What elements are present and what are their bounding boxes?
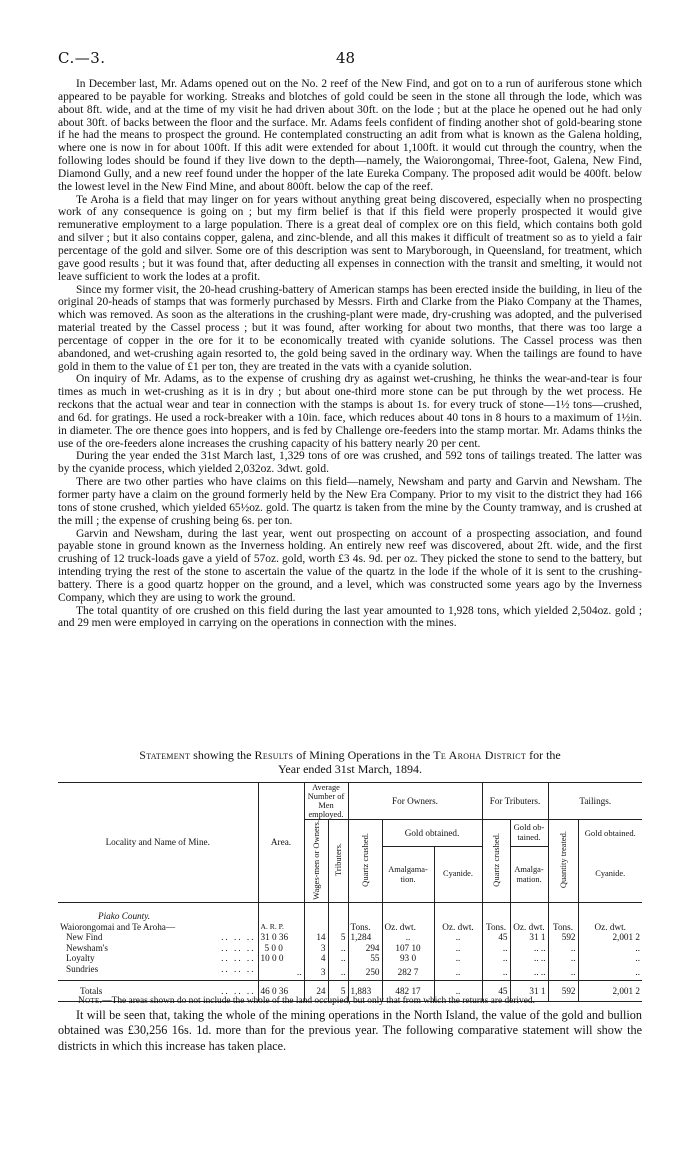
row-wages: 3 — [304, 964, 328, 981]
header-area: Area. — [258, 783, 304, 903]
row-tributers: 5 — [328, 932, 348, 943]
table-group-row — [58, 922, 642, 933]
row-trib-quartz: .. — [482, 953, 510, 964]
row-trib-gold: .. .. — [510, 964, 548, 981]
row-trib-quartz: .. — [482, 943, 510, 954]
row-wages: 3 — [304, 943, 328, 954]
row-tail-qty: .. — [548, 943, 578, 954]
mining-statement-table — [58, 782, 642, 1002]
county-name: Piako County. — [98, 911, 151, 922]
row-cyanide: .. — [434, 964, 482, 981]
row-tail-cyanide: 2,001 2 — [578, 932, 642, 943]
note-text: —The areas shown do not include the whole of the land occupied, but only that from which the returns are derived. — [102, 996, 535, 1006]
statement-title — [58, 749, 642, 776]
row-quartz: 55 — [348, 953, 382, 964]
paragraph-new-find: In December last, Mr. Adams opened out on the No. 2 reef of the New Find, and got on to a run of auriferous stone which appeared to be payable for working. Streaks and blotches of gold could be seen in the stone all through the lode, which was about 8ft. wide, and at the time of my visit he had driven about 30ft. on the lode ; but at the place he opened out he had only about 30ft. of backs between the floor and the surface. Mr. Adams feels confident of finding another shot of gold-bearing stone if he had the means to prospect the ground. He contemplated constructing an adit from what is known as the Galena holding, where one is now in for about 100ft. If this adit were extended for about 1,100ft. it would cut through the country, when the following lodes should be found if they live down to the depth—namely, the Waiorongomai, Three-foot, Galena, New Find, Diamond Gully, and a new reef found under the hopper of the late Eureka Company. The proposed adit would be 400ft. below the lowest level in the New Find Mine, and about 800ft. below the cap of the reef. — [58, 78, 642, 193]
header-trib-quartz: Quartz crushed. — [482, 820, 510, 903]
totals-tributers: 5 — [328, 981, 348, 1002]
row-wages: 4 — [304, 953, 328, 964]
row-name: New Find — [66, 932, 103, 943]
table-row — [58, 932, 642, 943]
header-quartz-crushed: Quartz crushed. — [348, 820, 382, 903]
row-leader: .. .. .. — [221, 963, 256, 974]
totals-trib-gold: 31 1 — [510, 981, 548, 1002]
row-quartz: 294 — [348, 943, 382, 954]
paragraph-te-aroha-field: Te Aroha is a field that may linger on for years without anything great being discovered, especially when no prospecting work of any consequence is going on ; but my firm belief is that if this field were properly prospected it would give remunerative employment to a large population. There is a great deal of complex ore on this field, which contains both gold and silver ; but it also contains copper, galena, and zinc-blende, and all this makes it difficult of treatment so as to yield a fair percentage of the gold and silver. Some ore of this description was sent to Maryborough, in Queensland, for treatment, which gave good results ; but it was found that, after deducting all expenses in connection with the transit and smelting, it would not leave sufficient to work the lodes at a profit. — [58, 193, 642, 283]
header-tail-cyanide: Cyanide. — [578, 847, 642, 903]
totals-tail-cyanide: 2,001 2 — [578, 981, 642, 1002]
document-reference: C.—3. — [58, 49, 106, 67]
row-name: Loyalty — [66, 953, 95, 964]
row-tail-qty: .. — [548, 953, 578, 964]
closing-section — [58, 1008, 642, 1054]
row-area: 31 0 36 — [258, 932, 304, 943]
row-name: Sundries — [66, 963, 99, 974]
totals-amalgamation: 482 17 — [382, 981, 434, 1002]
totals-wages: 24 — [304, 981, 328, 1002]
table-row — [58, 943, 642, 954]
row-cyanide: .. — [434, 932, 482, 943]
row-amalgamation: 282 7 — [382, 964, 434, 981]
totals-label: Totals — [80, 986, 103, 997]
row-area: 10 0 0 — [258, 953, 304, 964]
header-for-owners: For Owners. — [348, 783, 482, 820]
row-quartz: 1,284 — [348, 932, 382, 943]
unit-oz-dwt-cyanide: Oz. dwt. — [434, 922, 482, 933]
table-note — [78, 996, 642, 1006]
report-body — [58, 78, 642, 630]
row-tributers: .. — [328, 943, 348, 954]
paragraph-garvin-newsham: Garvin and Newsham, during the last year, went out prospecting on account of a prospecting association, and found payable stone in ground known as the Inverness holding. An entirely new reef was discovered, about 2ft. wide, and the first crushing of 12 truck-loads gave a yield of 57oz. gold, worth £3 4s. 9d. per oz. They picked the stone to send to the battery, but intending trying the rest of the stone to ascertain the value of the quartz in the lode if the whole of it is sent to the crushing-battery. There is a good quartz hopper on the ground, and a level, which was constructed some years ago by the Inverness Company, which they are using to work the ground. — [58, 527, 642, 604]
header-trib-gold: Gold ob-tained. — [510, 820, 548, 847]
unit-trib-oz: Oz. dwt. — [510, 922, 548, 933]
table-header-row-1 — [58, 783, 642, 820]
header-trib-amalgamation: Amalga-mation. — [510, 847, 548, 903]
row-tail-cyanide: .. — [578, 943, 642, 954]
header-for-tributers: For Tributers. — [482, 783, 548, 820]
header-locality: Locality and Name of Mine. — [58, 783, 258, 903]
row-leader: .. .. .. — [221, 932, 256, 943]
group-name: Waiorongomai and Te Aroha— — [60, 921, 176, 932]
totals-area: 46 0 36 — [258, 981, 304, 1002]
table-row — [58, 964, 642, 981]
row-amalgamation: .. — [382, 932, 434, 943]
row-tail-cyanide: .. — [578, 953, 642, 964]
header-tail-gold: Gold obtained. — [578, 820, 642, 847]
row-tail-qty: .. — [548, 964, 578, 981]
row-trib-quartz: .. — [482, 964, 510, 981]
page-number: 48 — [336, 49, 356, 67]
row-trib-gold: .. .. — [510, 943, 548, 954]
statement-year: Year ended 31st March, 1894. — [277, 761, 423, 776]
header-wages-men: Wages-men or Owners. — [304, 820, 328, 903]
statement-label: Statement — [139, 748, 191, 762]
header-qty-treated: Quantity treated. — [548, 820, 578, 903]
row-leader: .. .. .. — [221, 942, 256, 953]
unit-area: A. R. P. — [258, 922, 304, 933]
row-tributers: .. — [328, 964, 348, 981]
totals-tail-qty: 592 — [548, 981, 578, 1002]
row-trib-gold: .. .. — [510, 953, 548, 964]
table-county-row — [58, 903, 642, 922]
paragraph-total-quantity: The total quantity of ore crushed on this field during the last year amounted to 1,928 tons, which yielded 2,504oz. gold ; and 29 men were employed in carrying on the operations in connection with the mines. — [58, 604, 642, 630]
header-tailings: Tailings. — [548, 783, 642, 820]
paragraph-crushing-expense: On inquiry of Mr. Adams, as to the expense of crushing dry as against wet-crushing, he thinks the wear-and-tear is four times as much in wet-crushing as it is in dry ; but about one-third more stone can be put through by the wet process. He reckons that the actual wear and tear in connection with the stamps is about 1s. for every truck of stone—1½ tons—crushed, and 6d. for gratings. He used a rock-breaker with a 10in. face, which reduces about 40 tons in 8 hours to a maximum of 1½in. in diameter. The ore thence goes into hoppers, and is fed by Challenge ore-feeders into the stamp mortar. Mr. Adams thinks the use of the ore-feeders alone increases the crushing capacity of his battery nearly 20 per cent. — [58, 373, 642, 450]
row-tail-cyanide: .. — [578, 964, 642, 981]
unit-trib-tons: Tons. — [482, 922, 510, 933]
row-tributers: .. — [328, 953, 348, 964]
header-amalgamation: Amalgama-tion. — [382, 847, 434, 903]
unit-tail-tons: Tons. — [548, 922, 578, 933]
note-label: Note. — [78, 996, 103, 1006]
statement-results: Results — [254, 748, 294, 762]
row-area: 5 0 0 — [258, 943, 304, 954]
row-trib-gold: 31 1 — [510, 932, 548, 943]
row-leader: .. .. .. — [221, 953, 256, 964]
header-avg-men: Average Number of Men employed. — [304, 783, 348, 820]
unit-tons: Tons. — [348, 922, 382, 933]
header-gold-obtained: Gold obtained. — [382, 820, 482, 847]
statement-text-1: showing the — [193, 748, 252, 762]
closing-paragraph: It will be seen that, taking the whole of the mining operations in the North Island, the value of the gold and bullion obtained was £30,256 16s. 1d. more than for the previous year. The following comparative statement will show the districts in which this increase has taken place. — [58, 1008, 642, 1053]
row-name: Newsham's — [66, 942, 108, 953]
table-row — [58, 953, 642, 964]
paragraph-battery: Since my former visit, the 20-head crushing-battery of American stamps has been erected inside the building, in lieu of the original 20-heads of stamps that was formerly purchased by Messrs. Firth and Clarke from the Piako Company at the Thames, which was removed. As soon as the alterations in the crushing-plant were made, dry-crushing was adopted, and the pulverised material treated by the Cassel process ; but it was found, after working for about two months, that there was too large a percentage of copper in the ore for it to be economically treated with cyanide solutions. The Cassel process was then abandoned, and wet-crushing again resorted to, the gold being saved in the ordinary way. When the tailings are found to have gold in them to the value of £1 per ton, they are treated in the vats with a cyanide solution. — [58, 283, 642, 373]
totals-cyanide: .. — [434, 981, 482, 1002]
paragraph-other-parties: There are two other parties who have claims on this field—namely, Newsham and party and Garvin and Newsham. The former party have a claim on the ground formerly held by the New Era Company. Prior to my visit to the district they had 166 tons of stone crushed, which yielded 65½oz. gold. The quartz is taken from the mine by the County tramway, and is crushed at the mill ; the expense of crushing being 6s. per ton. — [58, 476, 642, 527]
statement-text-3: for the — [529, 748, 561, 762]
header-tributers: Tributers. — [328, 820, 348, 903]
statement-district: Te Aroha District — [433, 748, 527, 762]
row-cyanide: .. — [434, 943, 482, 954]
totals-quartz: 1,883 — [348, 981, 382, 1002]
paragraph-year-crushed: During the year ended the 31st March last, 1,329 tons of ore was crushed, and 592 tons of tailings treated. The latter was by the cyanide process, which yielded 2,032oz. 3dwt. gold. — [58, 450, 642, 476]
totals-leader: .. .. .. — [221, 986, 256, 997]
row-trib-quartz: 45 — [482, 932, 510, 943]
row-quartz: 250 — [348, 964, 382, 981]
totals-trib-quartz: 45 — [482, 981, 510, 1002]
statement-text-2: of Mining Operations in the — [296, 748, 431, 762]
row-tail-qty: 592 — [548, 932, 578, 943]
row-wages: 14 — [304, 932, 328, 943]
unit-tail-oz: Oz. dwt. — [578, 922, 642, 933]
unit-oz-dwt: Oz. dwt. — [382, 922, 434, 933]
row-cyanide: .. — [434, 953, 482, 964]
row-amalgamation: 93 0 — [382, 953, 434, 964]
header-cyanide: Cyanide. — [434, 847, 482, 903]
row-area: .. — [258, 964, 304, 981]
row-amalgamation: 107 10 — [382, 943, 434, 954]
